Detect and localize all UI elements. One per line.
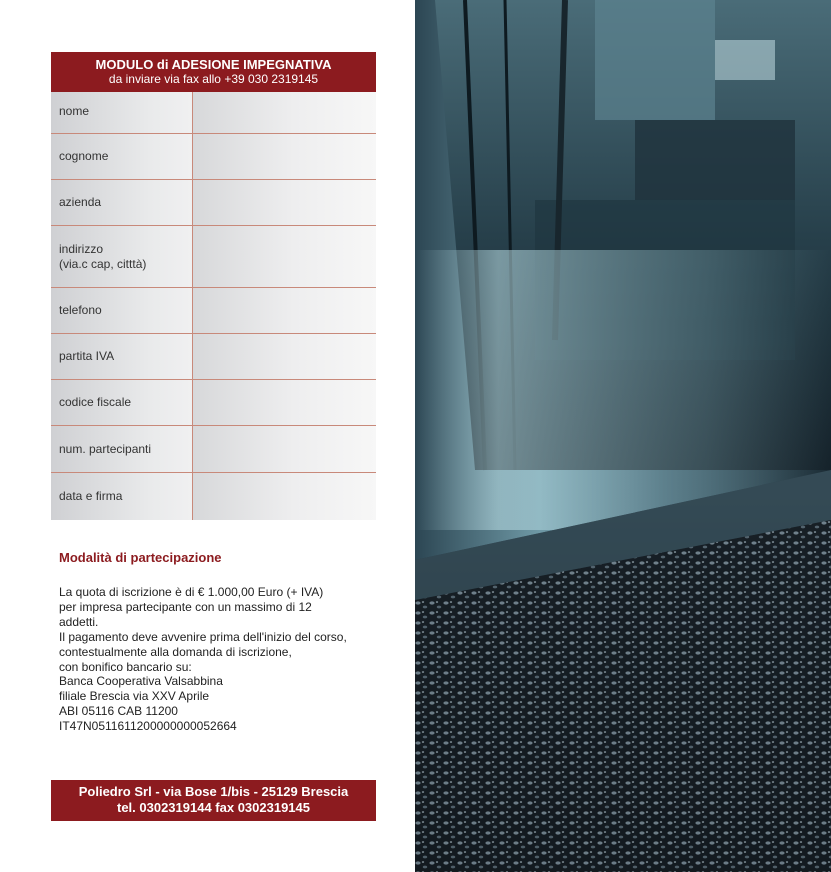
field-label-indirizzo-main: indirizzo (59, 241, 104, 256)
field-label-nome: nome (51, 92, 193, 133)
form-row-azienda (51, 180, 376, 226)
form-row-data-firma (51, 473, 376, 520)
field-label-partita-iva: partita IVA (51, 334, 193, 379)
modalita-text (59, 585, 379, 734)
field-label-indirizzo (51, 226, 193, 287)
modalita-line: con bonifico bancario su: (59, 659, 192, 674)
form-row-nome (51, 92, 376, 134)
form-title: MODULO di ADESIONE IMPEGNATIVA (95, 57, 332, 72)
field-label-codice-fiscale: codice fiscale (51, 380, 193, 425)
footer-address: - via Bose 1/bis - 25129 Brescia (151, 784, 349, 799)
field-label-telefono: telefono (51, 288, 193, 333)
field-input-indirizzo[interactable] (193, 226, 376, 287)
modalita-line: filiale Brescia via XXV Aprile (59, 689, 210, 704)
field-label-cognome: cognome (51, 134, 193, 179)
field-input-partita-iva[interactable] (193, 334, 376, 379)
field-input-num-partecipanti[interactable] (193, 426, 376, 472)
field-input-cognome[interactable] (193, 134, 376, 179)
form-header-banner (51, 52, 376, 92)
footer-banner (51, 780, 376, 821)
modalita-line: per impresa partecipante con un massimo di 12 (59, 599, 312, 614)
form-row-codice-fiscale (51, 380, 376, 426)
modalita-line: La quota di iscrizione è di € 1.000,00 Euro (+ IVA) (59, 585, 324, 599)
form-row-partita-iva (51, 334, 376, 380)
field-input-codice-fiscale[interactable] (193, 380, 376, 425)
modalita-title: Modalità di partecipazione (59, 550, 222, 565)
field-label-num-partecipanti: num. partecipanti (51, 426, 193, 472)
field-label-indirizzo-hint: (via.c cap, citttà) (59, 256, 147, 271)
modalita-line: Il pagamento deve avvenire prima dell'inizio del corso, (59, 629, 347, 644)
modalita-line: IT47N0511611200000000052664 (59, 719, 237, 734)
photo-illustration (415, 0, 831, 872)
field-label-azienda: azienda (51, 180, 193, 225)
modalita-line: addetti. (59, 614, 99, 629)
field-input-nome[interactable] (193, 92, 376, 133)
registration-form (51, 92, 376, 520)
form-row-cognome (51, 134, 376, 180)
footer-company: Poliedro Srl (78, 784, 152, 799)
form-subtitle: da inviare via fax allo +39 030 2319145 (108, 72, 319, 86)
modalita-line: ABI 05116 CAB 11200 (59, 704, 178, 719)
field-input-azienda[interactable] (193, 180, 376, 225)
form-row-num-partecipanti (51, 426, 376, 473)
paving-machine-photo (415, 0, 831, 872)
modalita-line: Banca Cooperativa Valsabbina (59, 674, 223, 689)
footer-contacts: tel. 0302319144 fax 0302319145 (116, 800, 310, 815)
field-input-telefono[interactable] (193, 288, 376, 333)
footer-address-line (51, 784, 376, 800)
field-input-data-firma[interactable] (193, 473, 376, 520)
modalita-line: contestualmente alla domanda di iscrizione, (59, 644, 292, 659)
field-label-data-firma: data e firma (51, 473, 193, 520)
form-row-telefono (51, 288, 376, 334)
form-row-indirizzo (51, 226, 376, 288)
